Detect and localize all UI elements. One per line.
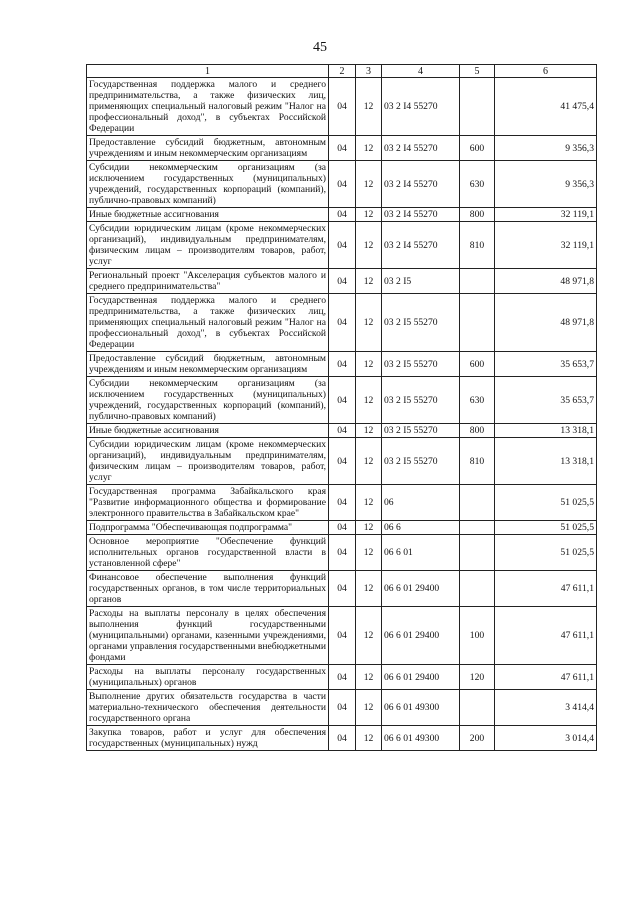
row-name: Расходы на выплаты персоналу государственных (муниципальных) органов	[87, 665, 329, 690]
row-amount: 3 414,4	[495, 690, 597, 726]
row-amount: 47 611,1	[495, 665, 597, 690]
header-cell: 6	[495, 65, 597, 78]
row-subsection: 12	[356, 222, 382, 269]
table-row	[87, 294, 597, 352]
table-row	[87, 726, 597, 751]
table-row	[87, 208, 597, 222]
row-name: Иные бюджетные ассигнования	[87, 424, 329, 438]
table-row	[87, 424, 597, 438]
row-amount: 13 318,1	[495, 424, 597, 438]
row-amount: 51 025,5	[495, 485, 597, 521]
table-row	[87, 485, 597, 521]
row-subsection: 12	[356, 377, 382, 424]
row-amount: 35 653,7	[495, 352, 597, 377]
row-expense-type: 800	[460, 424, 495, 438]
row-subsection: 12	[356, 690, 382, 726]
table-row	[87, 78, 597, 136]
row-section: 04	[329, 161, 356, 208]
row-expense-type: 100	[460, 607, 495, 665]
row-target-code: 06 6 01 49300	[382, 726, 460, 751]
row-target-code: 03 2 I4 55270	[382, 78, 460, 136]
row-subsection: 12	[356, 136, 382, 161]
row-target-code: 06 6 01 29400	[382, 607, 460, 665]
page-number: 45	[313, 40, 327, 55]
row-section: 04	[329, 438, 356, 485]
table-row	[87, 607, 597, 665]
row-name: Государственная поддержка малого и среднего предпринимательства, а также физических лиц, применяющих специальный налоговый режим "Налог на профессиональный доход", в субъектах Российской Федерации	[87, 294, 329, 352]
row-target-code: 03 2 I4 55270	[382, 208, 460, 222]
row-section: 04	[329, 535, 356, 571]
table-row	[87, 521, 597, 535]
row-subsection: 12	[356, 726, 382, 751]
row-expense-type: 630	[460, 161, 495, 208]
row-name: Закупка товаров, работ и услуг для обеспечения государственных (муниципальных) нужд	[87, 726, 329, 751]
row-name: Государственная программа Забайкальского края "Развитие информационного общества и формирование электронного правительства в Забайкальском крае"	[87, 485, 329, 521]
row-target-code: 06 6 01 49300	[382, 690, 460, 726]
table-row	[87, 161, 597, 208]
row-name: Субсидии юридическим лицам (кроме некоммерческих организаций), индивидуальным предпринимателям, физическим лицам – производителям товаров, работ, услуг	[87, 222, 329, 269]
row-name: Расходы на выплаты персоналу в целях обеспечения выполнения функций государственными (муниципальными) органами, казенными учреждениями, органами управления государственными внебюджетными фондами	[87, 607, 329, 665]
row-amount: 47 611,1	[495, 571, 597, 607]
row-section: 04	[329, 665, 356, 690]
row-section: 04	[329, 607, 356, 665]
header-cell: 2	[329, 65, 356, 78]
row-name: Государственная поддержка малого и среднего предпринимательства, а также физических лиц, применяющих специальный налоговый режим "Налог на профессиональный доход", в субъектах Российской Федерации	[87, 78, 329, 136]
table-row	[87, 690, 597, 726]
row-section: 04	[329, 377, 356, 424]
row-target-code: 03 2 I5 55270	[382, 438, 460, 485]
row-subsection: 12	[356, 161, 382, 208]
table-row	[87, 377, 597, 424]
row-expense-type: 810	[460, 438, 495, 485]
row-amount: 35 653,7	[495, 377, 597, 424]
row-amount: 51 025,5	[495, 535, 597, 571]
row-target-code: 03 2 I5	[382, 269, 460, 294]
row-expense-type	[460, 269, 495, 294]
row-amount: 47 611,1	[495, 607, 597, 665]
row-section: 04	[329, 222, 356, 269]
table-row	[87, 269, 597, 294]
row-subsection: 12	[356, 78, 382, 136]
row-amount: 9 356,3	[495, 161, 597, 208]
table-row	[87, 438, 597, 485]
row-name: Иные бюджетные ассигнования	[87, 208, 329, 222]
row-amount: 9 356,3	[495, 136, 597, 161]
row-section: 04	[329, 521, 356, 535]
row-target-code: 06 6 01 29400	[382, 571, 460, 607]
row-name: Региональный проект "Акселерация субъектов малого и среднего предпринимательства"	[87, 269, 329, 294]
row-name: Предоставление субсидий бюджетным, автономным учреждениям и иным некоммерческим организациям	[87, 136, 329, 161]
row-subsection: 12	[356, 665, 382, 690]
row-expense-type	[460, 690, 495, 726]
table-row	[87, 136, 597, 161]
row-subsection: 12	[356, 485, 382, 521]
row-subsection: 12	[356, 208, 382, 222]
row-expense-type: 810	[460, 222, 495, 269]
row-amount: 13 318,1	[495, 438, 597, 485]
row-amount: 32 119,1	[495, 208, 597, 222]
row-section: 04	[329, 571, 356, 607]
row-section: 04	[329, 78, 356, 136]
row-amount: 32 119,1	[495, 222, 597, 269]
table-row	[87, 535, 597, 571]
row-name: Субсидии некоммерческим организациям (за исключением государственных (муниципальных) учреждений, государственных корпораций (компаний), публично-правовых компаний)	[87, 161, 329, 208]
row-target-code: 06 6	[382, 521, 460, 535]
row-section: 04	[329, 294, 356, 352]
budget-table	[86, 64, 597, 751]
header-cell: 3	[356, 65, 382, 78]
row-amount: 51 025,5	[495, 521, 597, 535]
row-amount: 48 971,8	[495, 294, 597, 352]
row-expense-type: 120	[460, 665, 495, 690]
row-section: 04	[329, 690, 356, 726]
row-target-code: 03 2 I4 55270	[382, 136, 460, 161]
row-expense-type: 600	[460, 352, 495, 377]
row-subsection: 12	[356, 424, 382, 438]
row-name: Основное мероприятие "Обеспечение функций исполнительных органов государственной власти в установленной сфере"	[87, 535, 329, 571]
row-expense-type	[460, 294, 495, 352]
row-expense-type	[460, 535, 495, 571]
row-subsection: 12	[356, 352, 382, 377]
header-row	[87, 65, 597, 78]
table-row	[87, 665, 597, 690]
row-expense-type: 200	[460, 726, 495, 751]
row-target-code: 06 6 01	[382, 535, 460, 571]
row-subsection: 12	[356, 521, 382, 535]
row-target-code: 06 6 01 29400	[382, 665, 460, 690]
row-subsection: 12	[356, 438, 382, 485]
row-expense-type	[460, 78, 495, 136]
header-cell: 1	[87, 65, 329, 78]
row-subsection: 12	[356, 571, 382, 607]
row-target-code: 03 2 I5 55270	[382, 377, 460, 424]
row-target-code: 03 2 I4 55270	[382, 161, 460, 208]
row-name: Субсидии некоммерческим организациям (за исключением государственных (муниципальных) учреждений, государственных корпораций (компаний), публично-правовых компаний)	[87, 377, 329, 424]
row-name: Выполнение других обязательств государства в части материально-технического обеспечения деятельности государственного органа	[87, 690, 329, 726]
row-section: 04	[329, 726, 356, 751]
row-target-code: 03 2 I5 55270	[382, 424, 460, 438]
row-name: Предоставление субсидий бюджетным, автономным учреждениям и иным некоммерческим организациям	[87, 352, 329, 377]
row-target-code: 03 2 I4 55270	[382, 222, 460, 269]
row-name: Финансовое обеспечение выполнения функций государственных органов, в том числе территориальных органов	[87, 571, 329, 607]
row-expense-type: 800	[460, 208, 495, 222]
row-subsection: 12	[356, 607, 382, 665]
row-amount: 48 971,8	[495, 269, 597, 294]
row-section: 04	[329, 208, 356, 222]
row-amount: 3 014,4	[495, 726, 597, 751]
table-row	[87, 352, 597, 377]
row-section: 04	[329, 352, 356, 377]
row-section: 04	[329, 424, 356, 438]
row-target-code: 03 2 I5 55270	[382, 294, 460, 352]
row-target-code: 06	[382, 485, 460, 521]
row-subsection: 12	[356, 269, 382, 294]
header-cell: 4	[382, 65, 460, 78]
header-cell: 5	[460, 65, 495, 78]
row-amount: 41 475,4	[495, 78, 597, 136]
row-expense-type	[460, 571, 495, 607]
row-name: Субсидии юридическим лицам (кроме некоммерческих организаций), индивидуальным предпринимателям, физическим лицам – производителям товаров, работ, услуг	[87, 438, 329, 485]
row-subsection: 12	[356, 535, 382, 571]
row-section: 04	[329, 136, 356, 161]
row-target-code: 03 2 I5 55270	[382, 352, 460, 377]
row-expense-type: 630	[460, 377, 495, 424]
row-section: 04	[329, 269, 356, 294]
row-section: 04	[329, 485, 356, 521]
row-subsection: 12	[356, 294, 382, 352]
table-row	[87, 571, 597, 607]
row-expense-type	[460, 521, 495, 535]
row-name: Подпрограмма "Обеспечивающая подпрограмма"	[87, 521, 329, 535]
table-row	[87, 222, 597, 269]
row-expense-type	[460, 485, 495, 521]
row-expense-type: 600	[460, 136, 495, 161]
